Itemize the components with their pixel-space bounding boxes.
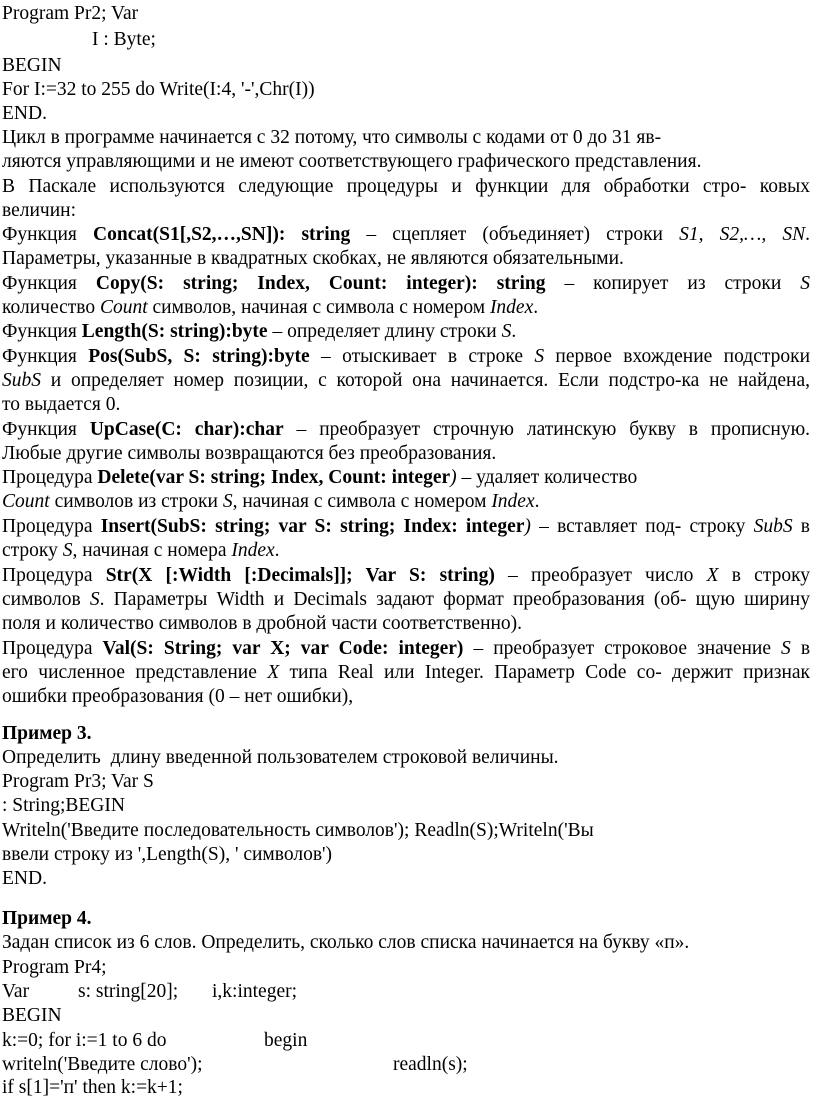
code-line: writeln('Введите слово'); [2, 1054, 203, 1075]
code-line: ввели строку из ',Length(S), ' символов') [2, 844, 333, 865]
example-4-task: Задан список из 6 слов. Определить, сколько слов списка начинается на букву «п». [2, 932, 690, 953]
val-line-2: его численное представление X типа Real или Integer. Параметр Code со- держит признак [2, 662, 811, 683]
paragraph-line: величин: [2, 200, 77, 221]
example-4-title: Пример 4. [2, 908, 92, 929]
code-line: Program Pr2; Var [2, 3, 139, 24]
code-line: Var [2, 981, 30, 1002]
upcase-line: Функция UpCase(C: char):char – преобразует строчную латинскую букву в прописную. [2, 419, 811, 440]
insert-line-2: строку S, начиная с номера Index. [2, 540, 280, 561]
code-line: END. [2, 868, 47, 889]
example-3-task: Определить длину введенной пользователем строковой величины. [2, 747, 559, 768]
delete-line-2: Count символов из строки S, начиная с символа с номером Index. [2, 491, 540, 512]
code-line: readln(s); [393, 1054, 468, 1075]
pos-line: Функция Pos(SubS, S: string):byte – отыскивает в строке S первое вхождение подстроки [2, 346, 811, 367]
code-line: For I:=32 to 255 do Write(I:4, '-',Chr(I)) [2, 79, 315, 100]
str-line: Процедура Str(X [:Width [:Decimals]]; Var S: string) – преобразует число X в строку [2, 565, 811, 586]
code-line: Writeln('Введите последовательность символов'); Readln(S);Writeln('Вы [2, 820, 594, 841]
code-line: : String;BEGIN [2, 795, 125, 816]
concat-line: Функция Concat(S1[,S2,…,SN]): string – сцепляет (объединяет) строки S1, S2,…, SN. [2, 224, 811, 245]
paragraph-line: Любые другие символы возвращаются без преобразования. [2, 443, 497, 464]
code-line: begin [264, 1030, 308, 1051]
copy-line: Функция Copy(S: string; Index, Count: integer): string – копирует из строки S [2, 273, 811, 294]
code-line: BEGIN [2, 1005, 62, 1026]
paragraph-line: ошибки преобразования (0 – нет ошибки), [2, 686, 354, 707]
code-line: BEGIN [2, 55, 62, 76]
paragraph-line: ляются управляющими и не имеют соответствующего графического представления. [2, 151, 702, 172]
code-line: k:=0; for i:=1 to 6 do [2, 1030, 167, 1051]
code-line: I : Byte; [92, 29, 156, 50]
code-line: Program Pr4; [2, 957, 107, 978]
code-line: i,k:integer; [212, 981, 298, 1002]
delete-line: Процедура Delete(var S: string; Index, Count: integer) – удаляет количество [2, 467, 638, 488]
pos-line-2: SubS и определяет номер позиции, с которой она начинается. Если подстро-ка не найдена, [2, 370, 811, 391]
code-line: s: string[20]; [78, 981, 179, 1002]
insert-line: Процедура Insert(SubS: string; var S: string; Index: integer) – вставляет под- строку SubS в [2, 516, 810, 537]
length-line: Функция Length(S: string):byte – определяет длину строки S. [2, 321, 517, 342]
example-3-title: Пример 3. [2, 723, 92, 744]
paragraph-line: поля и количество символов в дробной части соответственно). [2, 613, 523, 634]
code-line: END. [2, 103, 47, 124]
paragraph-line: то выдается 0. [2, 394, 121, 415]
paragraph-line: Параметры, указанные в квадратных скобках, не являются обязательными. [2, 248, 624, 269]
copy-line-2: количество Count символов, начиная с символа с номером Index. [2, 297, 539, 318]
val-line: Процедура Val(S: String; var X; var Code: integer) – преобразует строковое значение S в [2, 638, 811, 659]
paragraph-line: В Паскале используются следующие процедуры и функции для обработки стро- ковых [2, 176, 810, 197]
paragraph-line: Цикл в программе начинается с 32 потому, что символы с кодами от 0 до 31 яв- [2, 127, 662, 148]
str-line-2: символов S. Параметры Width и Decimals задают формат преобразования (об- щую ширину [2, 589, 810, 610]
code-line: if s[1]='п' then k:=k+1; [2, 1077, 183, 1098]
code-line: Program Pr3; Var S [2, 771, 154, 792]
